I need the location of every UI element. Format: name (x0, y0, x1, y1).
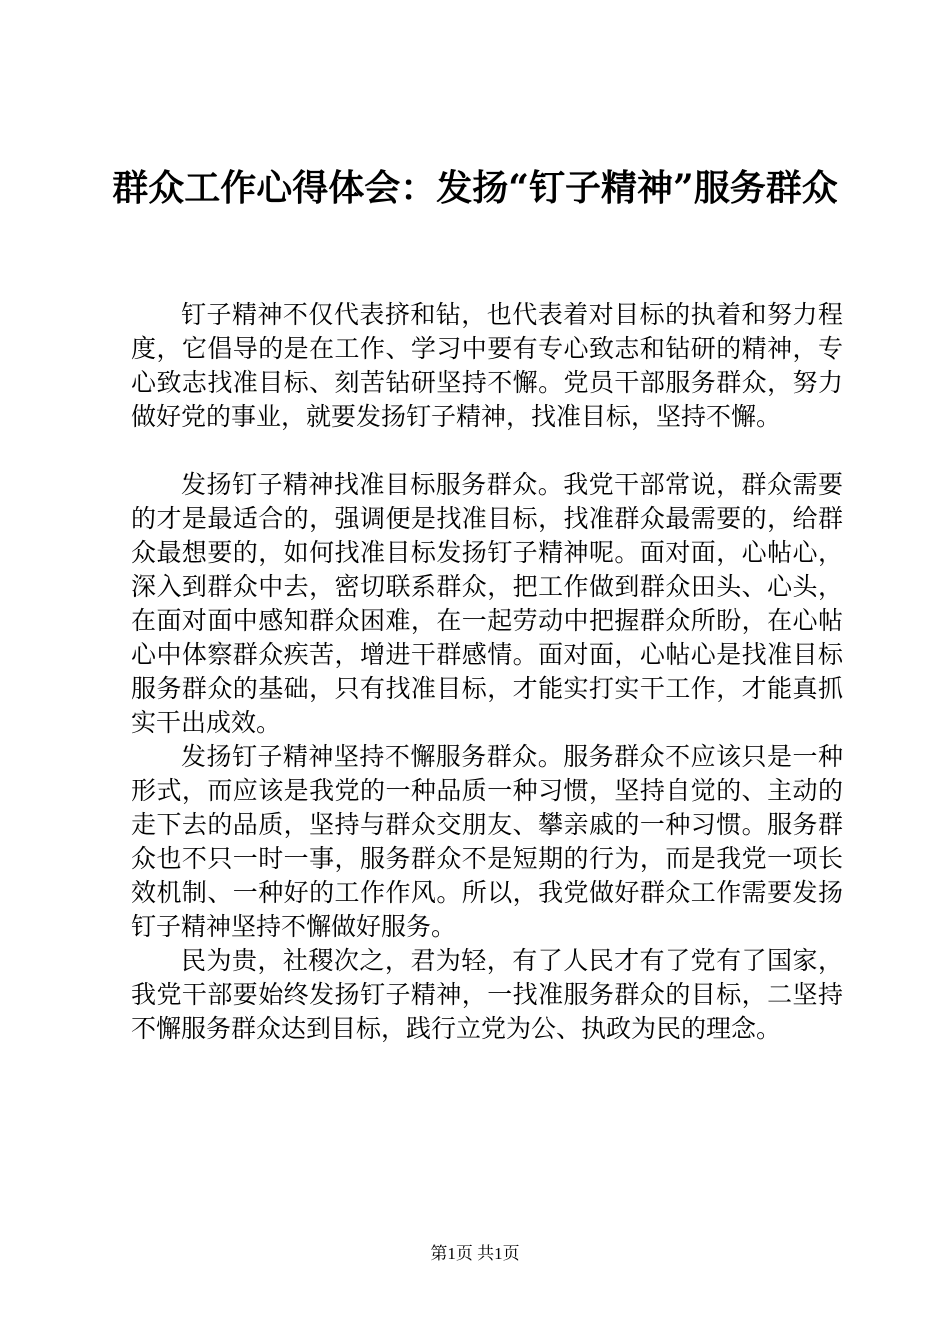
document-title: 群众工作心得体会：发扬“钉子精神”服务群众 (112, 167, 838, 209)
page-footer: 第1页 共1页 (430, 1244, 520, 1263)
paragraph-4: 民为贵，社稷次之，君为轻，有了人民才有了党有了国家，我党干部要始终发扬钉子精神，一找准服务群众的目标，二坚持不懈服务群众达到目标，践行立党为公、执政为民的理念。 (131, 946, 843, 1043)
paragraph-3: 发扬钉子精神坚持不懈服务群众。服务群众不应该只是一种形式，而应该是我党的一种品质一种习惯，坚持自觉的、主动的走下去的品质，坚持与群众交朋友、攀亲戚的一种习惯。服务群众也不只一时一事，服务群众不是短期的行为，而是我党一项长效机制、一种好的工作作风。所以，我党做好群众工作需要发扬钉子精神坚持不懈做好服务。 (131, 742, 843, 941)
paragraph-2: 发扬钉子精神找准目标服务群众。我党干部常说，群众需要的才是最适合的，强调便是找准目标，找准群众最需要的，给群众最想要的，如何找准目标发扬钉子精神呢。面对面，心帖心，深入到群众中去，密切联系群众，把工作做到群众田头、心头，在面对面中感知群众困难，在一起劳动中把握群众所盼，在心帖心中体察群众疾苦，增进干群感情。面对面，心帖心是找准目标服务群众的基础，只有找准目标，才能实打实干工作，才能真抓实干出成效。 (131, 470, 843, 737)
document-body (131, 298, 843, 1046)
paragraph-1: 钉子精神不仅代表挤和钻，也代表着对目标的执着和努力程度，它倡导的是在工作、学习中要有专心致志和钻研的精神，专心致志找准目标、刻苦钻研坚持不懈。党员干部服务群众，努力做好党的事业，就要发扬钉子精神，找准目标，坚持不懈。 (131, 300, 843, 431)
